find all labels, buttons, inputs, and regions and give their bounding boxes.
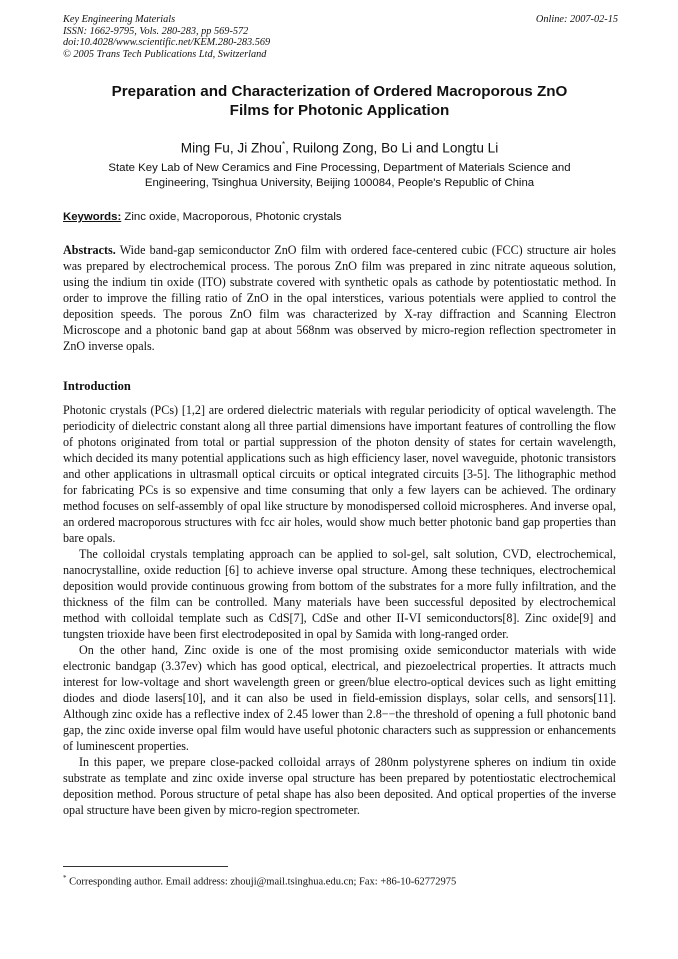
- corresponding-mark: *: [282, 140, 286, 149]
- keywords-label: Keywords:: [63, 211, 122, 223]
- footnote: [63, 872, 616, 889]
- title-line-1: Preparation and Characterization of Ordered Macroporous ZnO: [111, 83, 568, 100]
- affiliation: [70, 161, 609, 191]
- intro-paragraph-3: On the other hand, Zinc oxide is one of the most promising oxide semiconductor materials with wide electronic bandgap (3.37ev) which has good optical, electrical, and piezoelectrical properties. It attracts much interest for low-voltage and short wavelength green or green/blue electro-optical devices such as light emitting diodes and diode lasers[10], and it can also be used in field-emission displays, solar cells, and sensors[11]. Although zinc oxide has a reflective index of 2.45 lower than 2.8−−the threshold of opening a full photonic band gap, the zinc oxide inverse opal film would have useful photonic characters such as suppression or enhancements of luminescent properties.: [63, 643, 616, 754]
- keywords: [63, 210, 616, 224]
- online-date: Online: 2007-02-15: [535, 14, 618, 25]
- keywords-text: Zinc oxide, Macroporous, Photonic crystals: [121, 211, 342, 223]
- running-header: [63, 14, 618, 60]
- author-first: Ming Fu, Ji Zhou: [180, 140, 282, 156]
- abstract-label: Abstracts.: [63, 243, 116, 257]
- introduction-body: [63, 402, 616, 818]
- doi-line: doi:10.4028/www.scientific.net/KEM.280-283.569: [63, 37, 271, 49]
- affiliation-line-1: State Key Lab of New Ceramics and Fine Processing, Department of Materials Science and: [108, 162, 571, 174]
- introduction-heading: Introduction: [63, 379, 131, 393]
- abstract-text: Wide band-gap semiconductor ZnO film with ordered face-centered cubic (FCC) structure air holes was prepared by electrochemical process. The porous ZnO film was prepared in zinc nitrate aqueous solution, using the indium tin oxide (ITO) substrate covered with synthetic opals as cathode by potentiostatic method. In order to improve the filling ratio of ZnO in the opal interstices, various potentials were applied to control the deposition speeds. The porous ZnO film was characterized by X-ray diffraction and Scanning Electron Microscope and a photonic band gap at about 568nm was observed by micro-region reflection spectrometer in ZnO inverse opals.: [63, 243, 616, 354]
- footnote-text: Corresponding author. Email address: zhouji@mail.tsinghua.edu.cn; Fax: +86-10-62772975: [66, 876, 457, 888]
- title-line-2: Films for Photonic Application: [229, 102, 450, 119]
- issn-line: ISSN: 1662-9795, Vols. 280-283, pp 569-572: [63, 25, 249, 37]
- paper-title: [63, 82, 616, 120]
- footnote-rule: [63, 866, 228, 867]
- footnote-mark: *: [63, 874, 67, 882]
- author-list: [63, 137, 616, 157]
- author-rest: , Ruilong Zong, Bo Li and Longtu Li: [285, 140, 499, 156]
- intro-paragraph-2: The colloidal crystals templating approach can be applied to sol-gel, salt solution, CVD, electrochemical, nanocrystalline, oxide reduction [6] to achieve inverse opal structure. Among these techniques, electrochemical deposition would provide continuous growing from bottom of the substrates for a more fully infiltration, and the thickness of the film can be controlled. Many materials have been successful deposited by electrochemical method with colloidal template such as CdS[7], CdSe and other II-VI semiconductors[8]. Zinc oxide[9] and tungsten trioxide have been first electrodeposited in opal by Samida with long-ranged order.: [63, 547, 616, 642]
- intro-paragraph-1: Photonic crystals (PCs) [1,2] are ordered dielectric materials with regular periodicity of optical wavelength. The periodicity of dielectric constant along all three partial dimensions have important features of controlling the flow of photons originated from total or partial suppression of the photon density of states for certain wavelength, which decided its many potential applications such as high efficiency laser, novel waveguide, photonic transistors and other applications in ultrasmall optical circuits or optical integrated circuits [3-5]. The lithographic method for fabricating PCs is so expensive and time consuming that only a few layers can be achieved. The ordinary method focuses on self-assembly of opal like structure by monodispersed colloid microspheres. And inverse opal, an ordered macroporous structures with fcc air holes, would show much better photonic band gap properties than bare opals.: [63, 403, 616, 546]
- affiliation-line-2: Engineering, Tsinghua University, Beijing 100084, People's Republic of China: [144, 177, 535, 189]
- journal-name: Key Engineering Materials: [63, 14, 176, 25]
- intro-paragraph-4: In this paper, we prepare close-packed colloidal arrays of 280nm polystyrene spheres on indium tin oxide substrate as template and zinc oxide inverse opal structure has been prepared by potentiostatic electrochemical deposition method. Porous structure of petal shape has also been deposited. And optical properties of the inverse opal structure have been given by micro-region spectrometer.: [63, 755, 616, 818]
- copyright-line: © 2005 Trans Tech Publications Ltd, Switzerland: [63, 48, 267, 60]
- abstract: [63, 242, 616, 354]
